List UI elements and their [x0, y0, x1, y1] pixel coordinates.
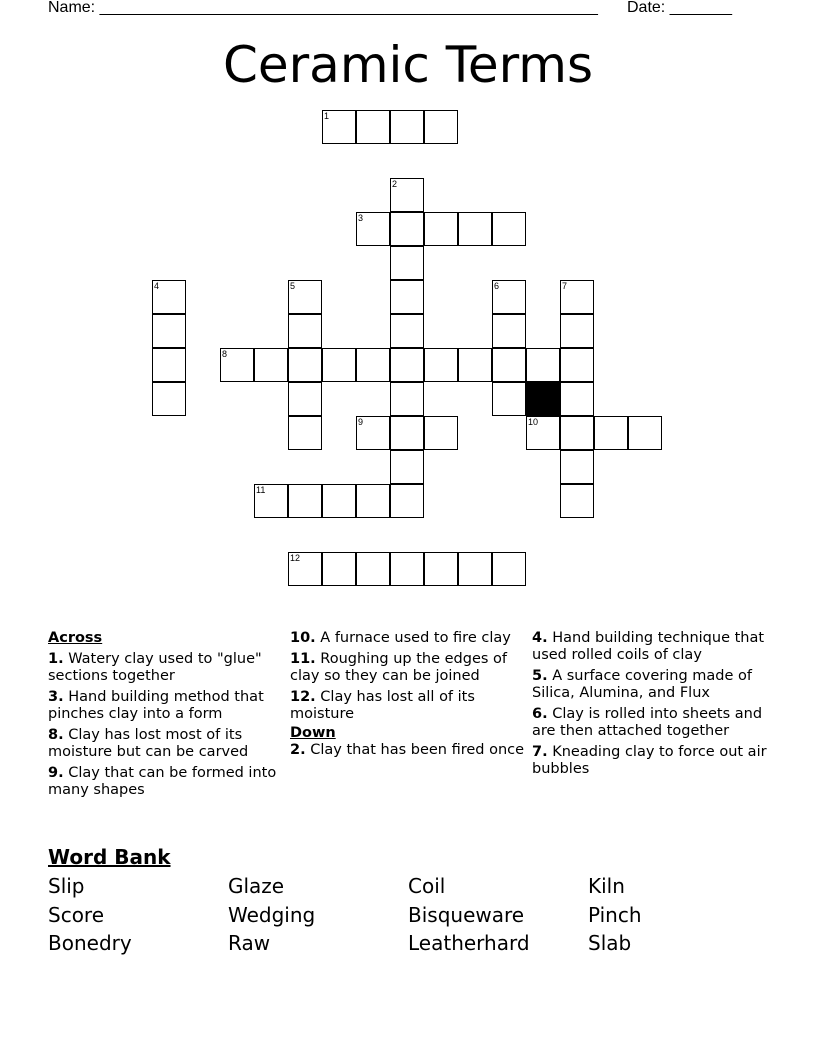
clue-number: 4. [532, 630, 548, 646]
clue-text: Hand building method that pinches clay into a form [48, 689, 264, 722]
crossword-cell[interactable] [458, 212, 492, 246]
crossword-cell[interactable] [560, 314, 594, 348]
clues-column-1 [48, 630, 283, 803]
word-bank-item: Glaze [228, 874, 285, 898]
clue [290, 651, 525, 685]
clue-text: A surface covering made of Silica, Alumina, and Flux [532, 668, 753, 701]
clue-text: Clay that has been fired once [305, 742, 525, 758]
clue-number: 10. [290, 630, 316, 646]
crossword-cell[interactable] [390, 416, 424, 450]
crossword-cell[interactable] [458, 552, 492, 586]
word-bank-item: Kiln [588, 874, 625, 898]
word-bank-item: Bonedry [48, 931, 132, 955]
crossword-cell[interactable] [560, 450, 594, 484]
word-bank-item: Coil [408, 874, 446, 898]
clue-number: 1 [324, 111, 330, 121]
word-bank-item: Raw [228, 931, 271, 955]
clue [48, 727, 283, 761]
crossword-cell[interactable] [560, 280, 594, 314]
crossword-cell[interactable] [560, 382, 594, 416]
crossword-cell[interactable] [492, 348, 526, 382]
crossword-cell[interactable] [152, 382, 186, 416]
clue [290, 630, 525, 647]
clue-number: 4 [154, 281, 160, 291]
crossword-cell[interactable] [322, 552, 356, 586]
clue-number: 10 [528, 417, 539, 427]
clue [290, 742, 525, 759]
clue-number: 6. [532, 706, 548, 722]
date-line: Date: _______ [627, 0, 732, 16]
crossword-cell[interactable] [390, 110, 424, 144]
crossword-cell[interactable] [254, 348, 288, 382]
word-bank-item: Leatherhard [408, 931, 530, 955]
crossword-cell[interactable] [288, 314, 322, 348]
clue-text: Hand building technique that used rolled coils of clay [532, 630, 765, 663]
clue-number: 3 [358, 213, 364, 223]
crossword-cell[interactable] [390, 280, 424, 314]
crossword-cell[interactable] [526, 416, 560, 450]
clue [532, 630, 772, 664]
crossword-cell[interactable] [424, 416, 458, 450]
crossword-cell[interactable] [356, 552, 390, 586]
crossword-cell[interactable] [390, 450, 424, 484]
crossword-cell[interactable] [526, 348, 560, 382]
clue [290, 689, 525, 723]
crossword-cell[interactable] [152, 280, 186, 314]
crossword-cell[interactable] [322, 348, 356, 382]
clue [48, 651, 283, 685]
crossword-cell[interactable] [458, 348, 492, 382]
clue [48, 765, 283, 799]
crossword-cell[interactable] [288, 348, 322, 382]
crossword-cell[interactable] [288, 280, 322, 314]
crossword-cell[interactable] [424, 552, 458, 586]
clue [532, 668, 772, 702]
crossword-cell[interactable] [560, 348, 594, 382]
clue-number: 9. [48, 765, 64, 781]
crossword-cell[interactable] [492, 280, 526, 314]
clue-number: 6 [494, 281, 500, 291]
word-bank-item: Wedging [228, 903, 316, 927]
crossword-cell[interactable] [560, 416, 594, 450]
crossword-cell[interactable] [594, 416, 628, 450]
crossword-cell[interactable] [424, 212, 458, 246]
crossword-cell[interactable] [424, 348, 458, 382]
crossword-cell[interactable] [492, 314, 526, 348]
clue-number: 8. [48, 727, 64, 743]
crossword-cell[interactable] [152, 314, 186, 348]
down-heading: Down [290, 725, 336, 741]
crossword-cell[interactable] [390, 382, 424, 416]
crossword-cell[interactable] [492, 212, 526, 246]
word-bank-item: Slip [48, 874, 85, 898]
clue-number: 7. [532, 744, 548, 760]
clue-number: 7 [562, 281, 568, 291]
crossword-cell[interactable] [424, 110, 458, 144]
name-line: Name: ________________________________________________________ [48, 0, 598, 16]
clue [48, 689, 283, 723]
crossword-cell[interactable] [628, 416, 662, 450]
crossword-cell[interactable] [322, 110, 356, 144]
crossword-cell[interactable] [390, 552, 424, 586]
crossword-cell[interactable] [390, 348, 424, 382]
clue-text: Clay has lost most of its moisture but can be carved [48, 727, 249, 760]
crossword-cell[interactable] [390, 212, 424, 246]
page-title: Ceramic Terms [222, 36, 594, 94]
clue-number: 9 [358, 417, 364, 427]
word-bank-item: Pinch [588, 903, 642, 927]
crossword-cell[interactable] [152, 348, 186, 382]
crossword-cell[interactable] [492, 552, 526, 586]
clue-number: 1. [48, 651, 64, 667]
clue-number: 2. [290, 742, 306, 758]
crossword-cell[interactable] [288, 552, 322, 586]
clue-number: 3. [48, 689, 64, 705]
crossword-cell[interactable] [288, 416, 322, 450]
clue-text: Watery clay used to "glue" sections together [48, 651, 262, 684]
crossword-cell[interactable] [356, 416, 390, 450]
crossword-cell[interactable] [390, 314, 424, 348]
word-bank-title: Word Bank [48, 845, 171, 869]
crossword-cell[interactable] [390, 246, 424, 280]
across-heading: Across [48, 630, 103, 646]
clue-text: Clay has lost all of its moisture [290, 689, 475, 722]
crossword-cell[interactable] [220, 348, 254, 382]
clue-number: 12. [290, 689, 316, 705]
crossword-cell[interactable] [288, 382, 322, 416]
clues-column-3 [532, 630, 772, 782]
word-bank-item: Bisqueware [408, 903, 525, 927]
crossword-cell[interactable] [356, 110, 390, 144]
clue-text: Clay is rolled into sheets and are then attached together [532, 706, 763, 739]
clue [532, 744, 772, 778]
clue-number: 11. [290, 651, 316, 667]
crossword-cell[interactable] [492, 382, 526, 416]
clue-text: Clay that can be formed into many shapes [48, 765, 277, 798]
crossword-cell[interactable] [254, 484, 288, 518]
clue-text: A furnace used to fire clay [315, 630, 511, 646]
clue-number: 5. [532, 668, 548, 684]
clue-number: 11 [256, 485, 266, 495]
clue-text: Kneading clay to force out air bubbles [532, 744, 767, 777]
clues-column-2 [290, 630, 525, 763]
crossword-cell[interactable] [322, 484, 356, 518]
crossword-cell[interactable] [288, 484, 322, 518]
word-bank-item: Score [48, 903, 105, 927]
clue-number: 5 [290, 281, 296, 291]
crossword-cell[interactable] [356, 484, 390, 518]
clue [532, 706, 772, 740]
clue-text: Roughing up the edges of clay so they can be joined [290, 651, 508, 684]
clue-number: 2 [392, 179, 398, 189]
crossword-cell[interactable] [390, 484, 424, 518]
crossword-cell[interactable] [356, 212, 390, 246]
word-bank-item: Slab [588, 931, 632, 955]
crossword-block [526, 382, 560, 416]
crossword-cell[interactable] [560, 484, 594, 518]
clue-number: 12 [290, 553, 301, 563]
crossword-cell[interactable] [356, 348, 390, 382]
clue-number: 8 [222, 349, 228, 359]
crossword-cell[interactable] [390, 178, 424, 212]
